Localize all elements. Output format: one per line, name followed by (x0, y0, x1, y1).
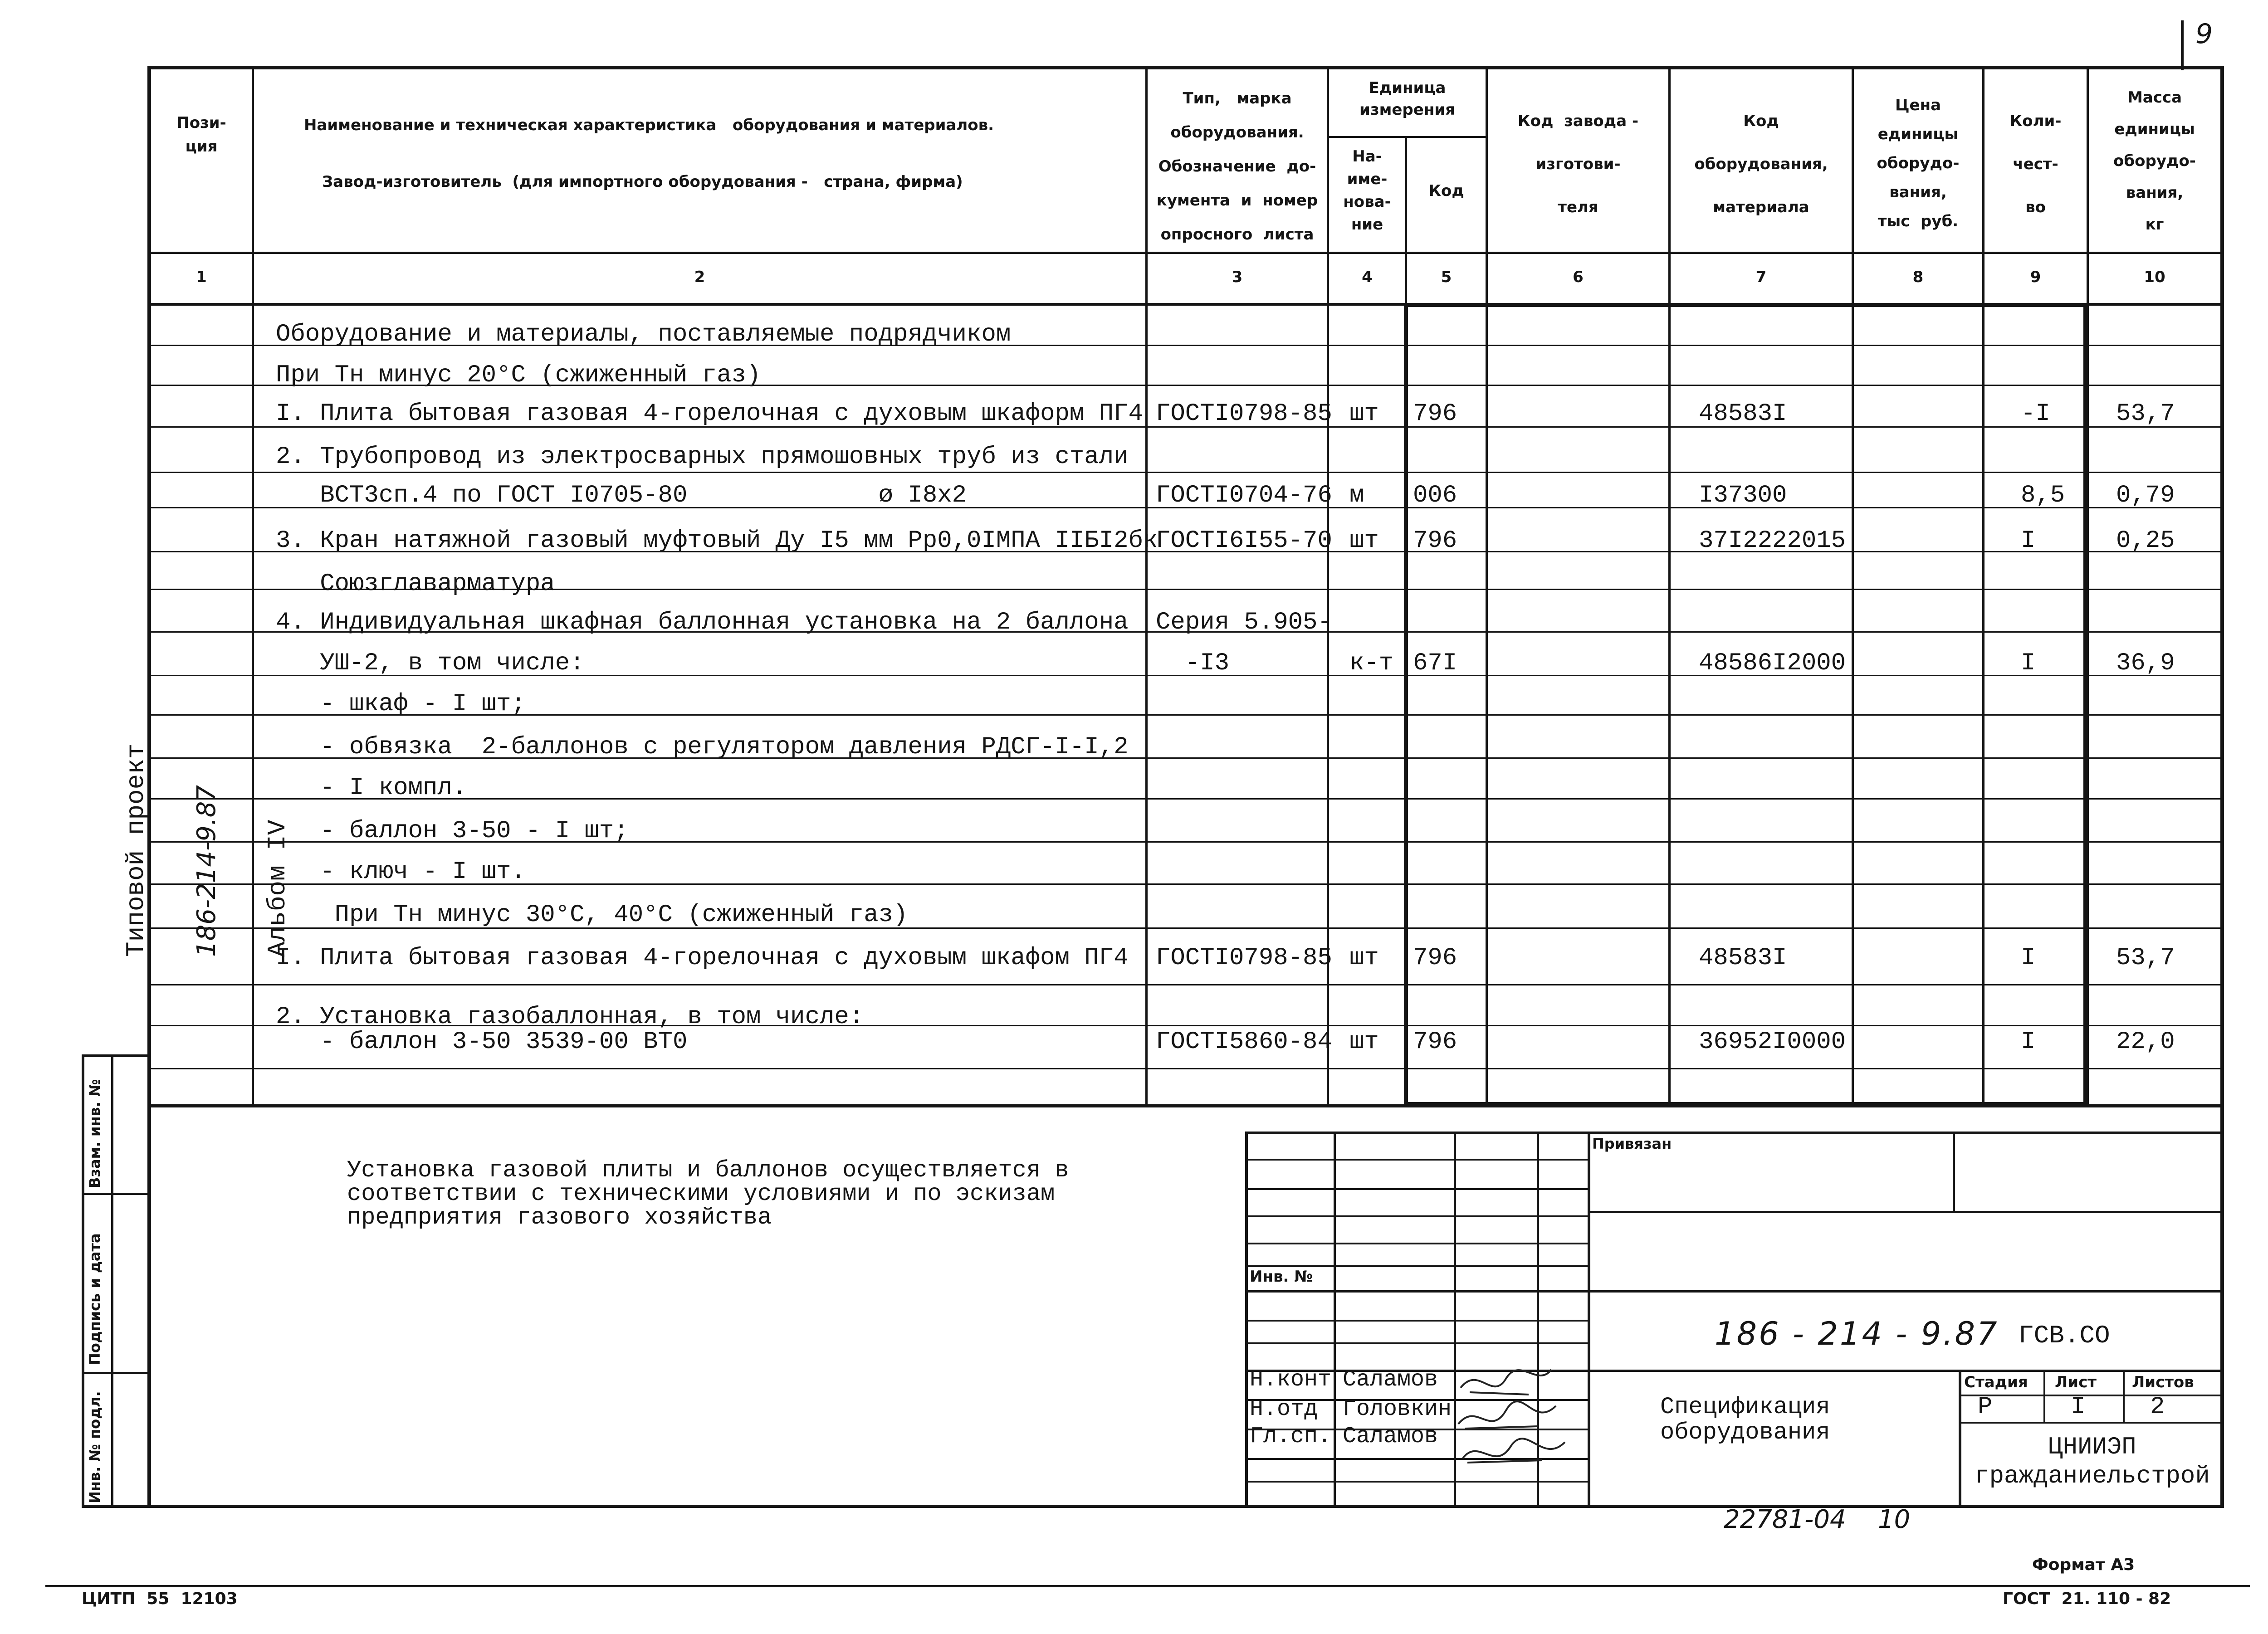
row-quantity: I (2021, 649, 2036, 677)
column-number-2: 2 (694, 268, 705, 286)
row-quantity: 8,5 (2021, 482, 2065, 509)
row-quantity: I (2021, 1028, 2036, 1056)
row-name: Оборудование и материалы, поставляемые подрядчиком (276, 321, 1011, 348)
row-name: - шкаф - I шт; (276, 690, 526, 718)
row-unit: к-т (1349, 649, 1394, 677)
label-sign-date: Подпись и дата (86, 1233, 103, 1365)
sheets-value: 2 (2150, 1393, 2165, 1421)
column-number-3: 3 (1232, 268, 1243, 286)
row-type: ГОСТI5860-84 (1156, 1028, 1332, 1056)
column-number-9: 9 (2030, 268, 2041, 286)
row-name: I. Плита бытовая газовая 4-горелочная с духовым шкаформ ПГ4 (276, 400, 1143, 428)
header-price: Цена единицы оборудо- вания, тыс руб. (1877, 96, 1960, 230)
row-equipment-code: 48583I (1699, 400, 1787, 428)
sheet-value: I (2071, 1393, 2086, 1421)
row-name: ВСТ3сп.4 по ГОСТ I0705-80 ø I8х2 (276, 482, 967, 509)
row-name: - баллон 3-50 3539-00 ВТ0 (276, 1028, 688, 1056)
header-unit-name: На- име- нова- ние (1343, 147, 1391, 234)
citp-label: ЦИТП 55 12103 (82, 1590, 238, 1608)
row-name: 2. Трубопровод из электросварных прямошовных труб из стали (276, 443, 1129, 471)
row-mass: 0,79 (2116, 482, 2175, 509)
header-name-line2: Завод-изготовитель (для импортного оборудования - страна, фирма) (322, 173, 963, 191)
row-type: ГОСТI0798-85 (1156, 400, 1332, 428)
row-equipment-code: 48586I2000 (1699, 649, 1846, 677)
row-type: ГОСТI0798-85 (1156, 944, 1332, 972)
row-mass: 36,9 (2116, 649, 2175, 677)
row-type: ГОСТI6I55-70 (1156, 527, 1332, 555)
document-title: Спецификация оборудования (1660, 1394, 1830, 1446)
label-stage: Стадия (1964, 1373, 2028, 1391)
row-equipment-code: 48583I (1699, 944, 1787, 972)
side-stamp-line1: Типовой проект (122, 743, 151, 957)
role-person: Саламов (1343, 1367, 1438, 1393)
role-person: Саламов (1343, 1424, 1438, 1449)
row-mass: 0,25 (2116, 527, 2175, 555)
gost-label: ГОСТ 21. 110 - 82 (2003, 1590, 2171, 1608)
row-type: Серия 5.905- (1156, 609, 1332, 636)
row-unit: шт (1349, 400, 1379, 428)
label-inv-no: Инв. № (1250, 1268, 1313, 1286)
row-name: Союзглаварматура (276, 570, 555, 598)
column-number-10: 10 (2144, 268, 2165, 286)
row-unit-code: 796 (1413, 944, 1457, 972)
row-equipment-code: 36952I0000 (1699, 1028, 1846, 1056)
label-sheets: Листов (2132, 1373, 2194, 1391)
row-unit: шт (1349, 1028, 1379, 1056)
row-name: При Тн минус 30°С, 40°С (сжиженный газ) (276, 901, 908, 929)
row-unit-code: 796 (1413, 400, 1457, 428)
header-type-mark: Тип, марка оборудования. Обозначение до- кумента и номер опросного листа (1156, 89, 1318, 244)
row-quantity: I (2021, 527, 2036, 555)
row-name: При Тн минус 20°С (сжиженный газ) (276, 361, 761, 389)
side-stamp-line2: 186-214-9.87 (192, 785, 221, 957)
role-title: Гл.сп. (1250, 1424, 1332, 1449)
format-label: Формат А3 (2032, 1556, 2135, 1574)
installation-note: Установка газовой плиты и баллонов осуществляется в соответствии с техническими условиями и по эскизам предприятия газового хозяйства (347, 1157, 1069, 1231)
row-unit-code: 796 (1413, 1028, 1457, 1056)
row-mass: 22,0 (2116, 1028, 2175, 1056)
row-name: I. Плита бытовая газовая 4-горелочная с духовым шкафом ПГ4 (276, 944, 1129, 972)
header-unit-code: Код (1428, 182, 1464, 200)
row-name: 3. Кран натяжной газовый муфтовый Ду I5 мм Рр0,0IМПА IIБI2бк (276, 527, 1158, 555)
row-mass: 53,7 (2116, 400, 2175, 428)
row-type: ГОСТI0704-76 (1156, 482, 1332, 509)
row-name: - I компл. (276, 774, 467, 802)
row-divider (150, 1068, 2223, 1069)
row-equipment-code: 37I2222015 (1699, 527, 1846, 555)
row-quantity: -I (2021, 400, 2050, 428)
header-equipment-code: Код оборудования, материала (1694, 112, 1828, 216)
role-title: Н.конт (1250, 1367, 1332, 1393)
organization: ЦНИИЭП гражданиельстрой (1975, 1434, 2210, 1490)
row-mass: 53,7 (2116, 944, 2175, 972)
header-mass: Масса единицы оборудо- вания, кг (2113, 88, 2196, 234)
row-name: - обвязка 2-баллонов с регулятором давления РДСГ-I-I,2 (276, 733, 1129, 761)
row-equipment-code: I37300 (1699, 482, 1787, 509)
stage-value: Р (1978, 1393, 1993, 1421)
column-number-5: 5 (1441, 268, 1452, 286)
column-number-7: 7 (1755, 268, 1767, 286)
row-name: УШ-2, в том числе: (276, 649, 585, 677)
row-divider (150, 984, 2223, 985)
role-title: Н.отд (1250, 1396, 1318, 1422)
column-number-1: 1 (196, 268, 207, 286)
side-stamp (77, 744, 313, 957)
header-name-line1: Наименование и техническая характеристика оборудования и материалов. (304, 116, 994, 134)
project-code: 186 - 214 - 9.87 (1715, 1315, 1999, 1352)
row-name: - баллон 3-50 - I шт; (276, 817, 629, 845)
row-quantity: I (2021, 944, 2036, 972)
row-unit-code: 67I (1413, 649, 1457, 677)
header-factory-code: Код завода - изготови- теля (1517, 112, 1639, 216)
label-privyazan: Привязан (1592, 1135, 1672, 1152)
row-unit: шт (1349, 944, 1379, 972)
row-unit: м (1349, 482, 1364, 509)
column-number-4: 4 (1362, 268, 1373, 286)
header-position: Пози- ция (176, 114, 226, 156)
role-person: Головкин (1343, 1396, 1452, 1422)
label-replacement-inv: Взам. инв. № (86, 1079, 103, 1188)
label-sheet: Лист (2055, 1373, 2097, 1391)
archive-page: 10 (1878, 1505, 1911, 1534)
header-unit-group: Единица измерения (1359, 79, 1455, 119)
signatures (1452, 1361, 1601, 1497)
column-number-8: 8 (1912, 268, 1924, 286)
row-unit-code: 796 (1413, 527, 1457, 555)
row-type: -I3 (1156, 649, 1230, 677)
label-original-inv: Инв. № подл. (86, 1391, 103, 1503)
sheet-number: 9 (2195, 18, 2213, 50)
row-name: 2. Установка газобаллонная, в том числе: (276, 1003, 864, 1031)
row-unit-code: 006 (1413, 482, 1457, 509)
row-name: - ключ - I шт. (276, 858, 526, 886)
header-quantity: Коли- чест- во (2009, 112, 2062, 216)
column-number-6: 6 (1573, 268, 1584, 286)
row-unit: шт (1349, 527, 1379, 555)
archive-number: 22781-04 (1724, 1505, 1846, 1534)
section-code: ГСВ.СО (2019, 1321, 2110, 1350)
side-stamp-line3: Альбом IV (263, 819, 292, 957)
row-name: 4. Индивидуальная шкафная баллонная установка на 2 баллона (276, 609, 1129, 636)
